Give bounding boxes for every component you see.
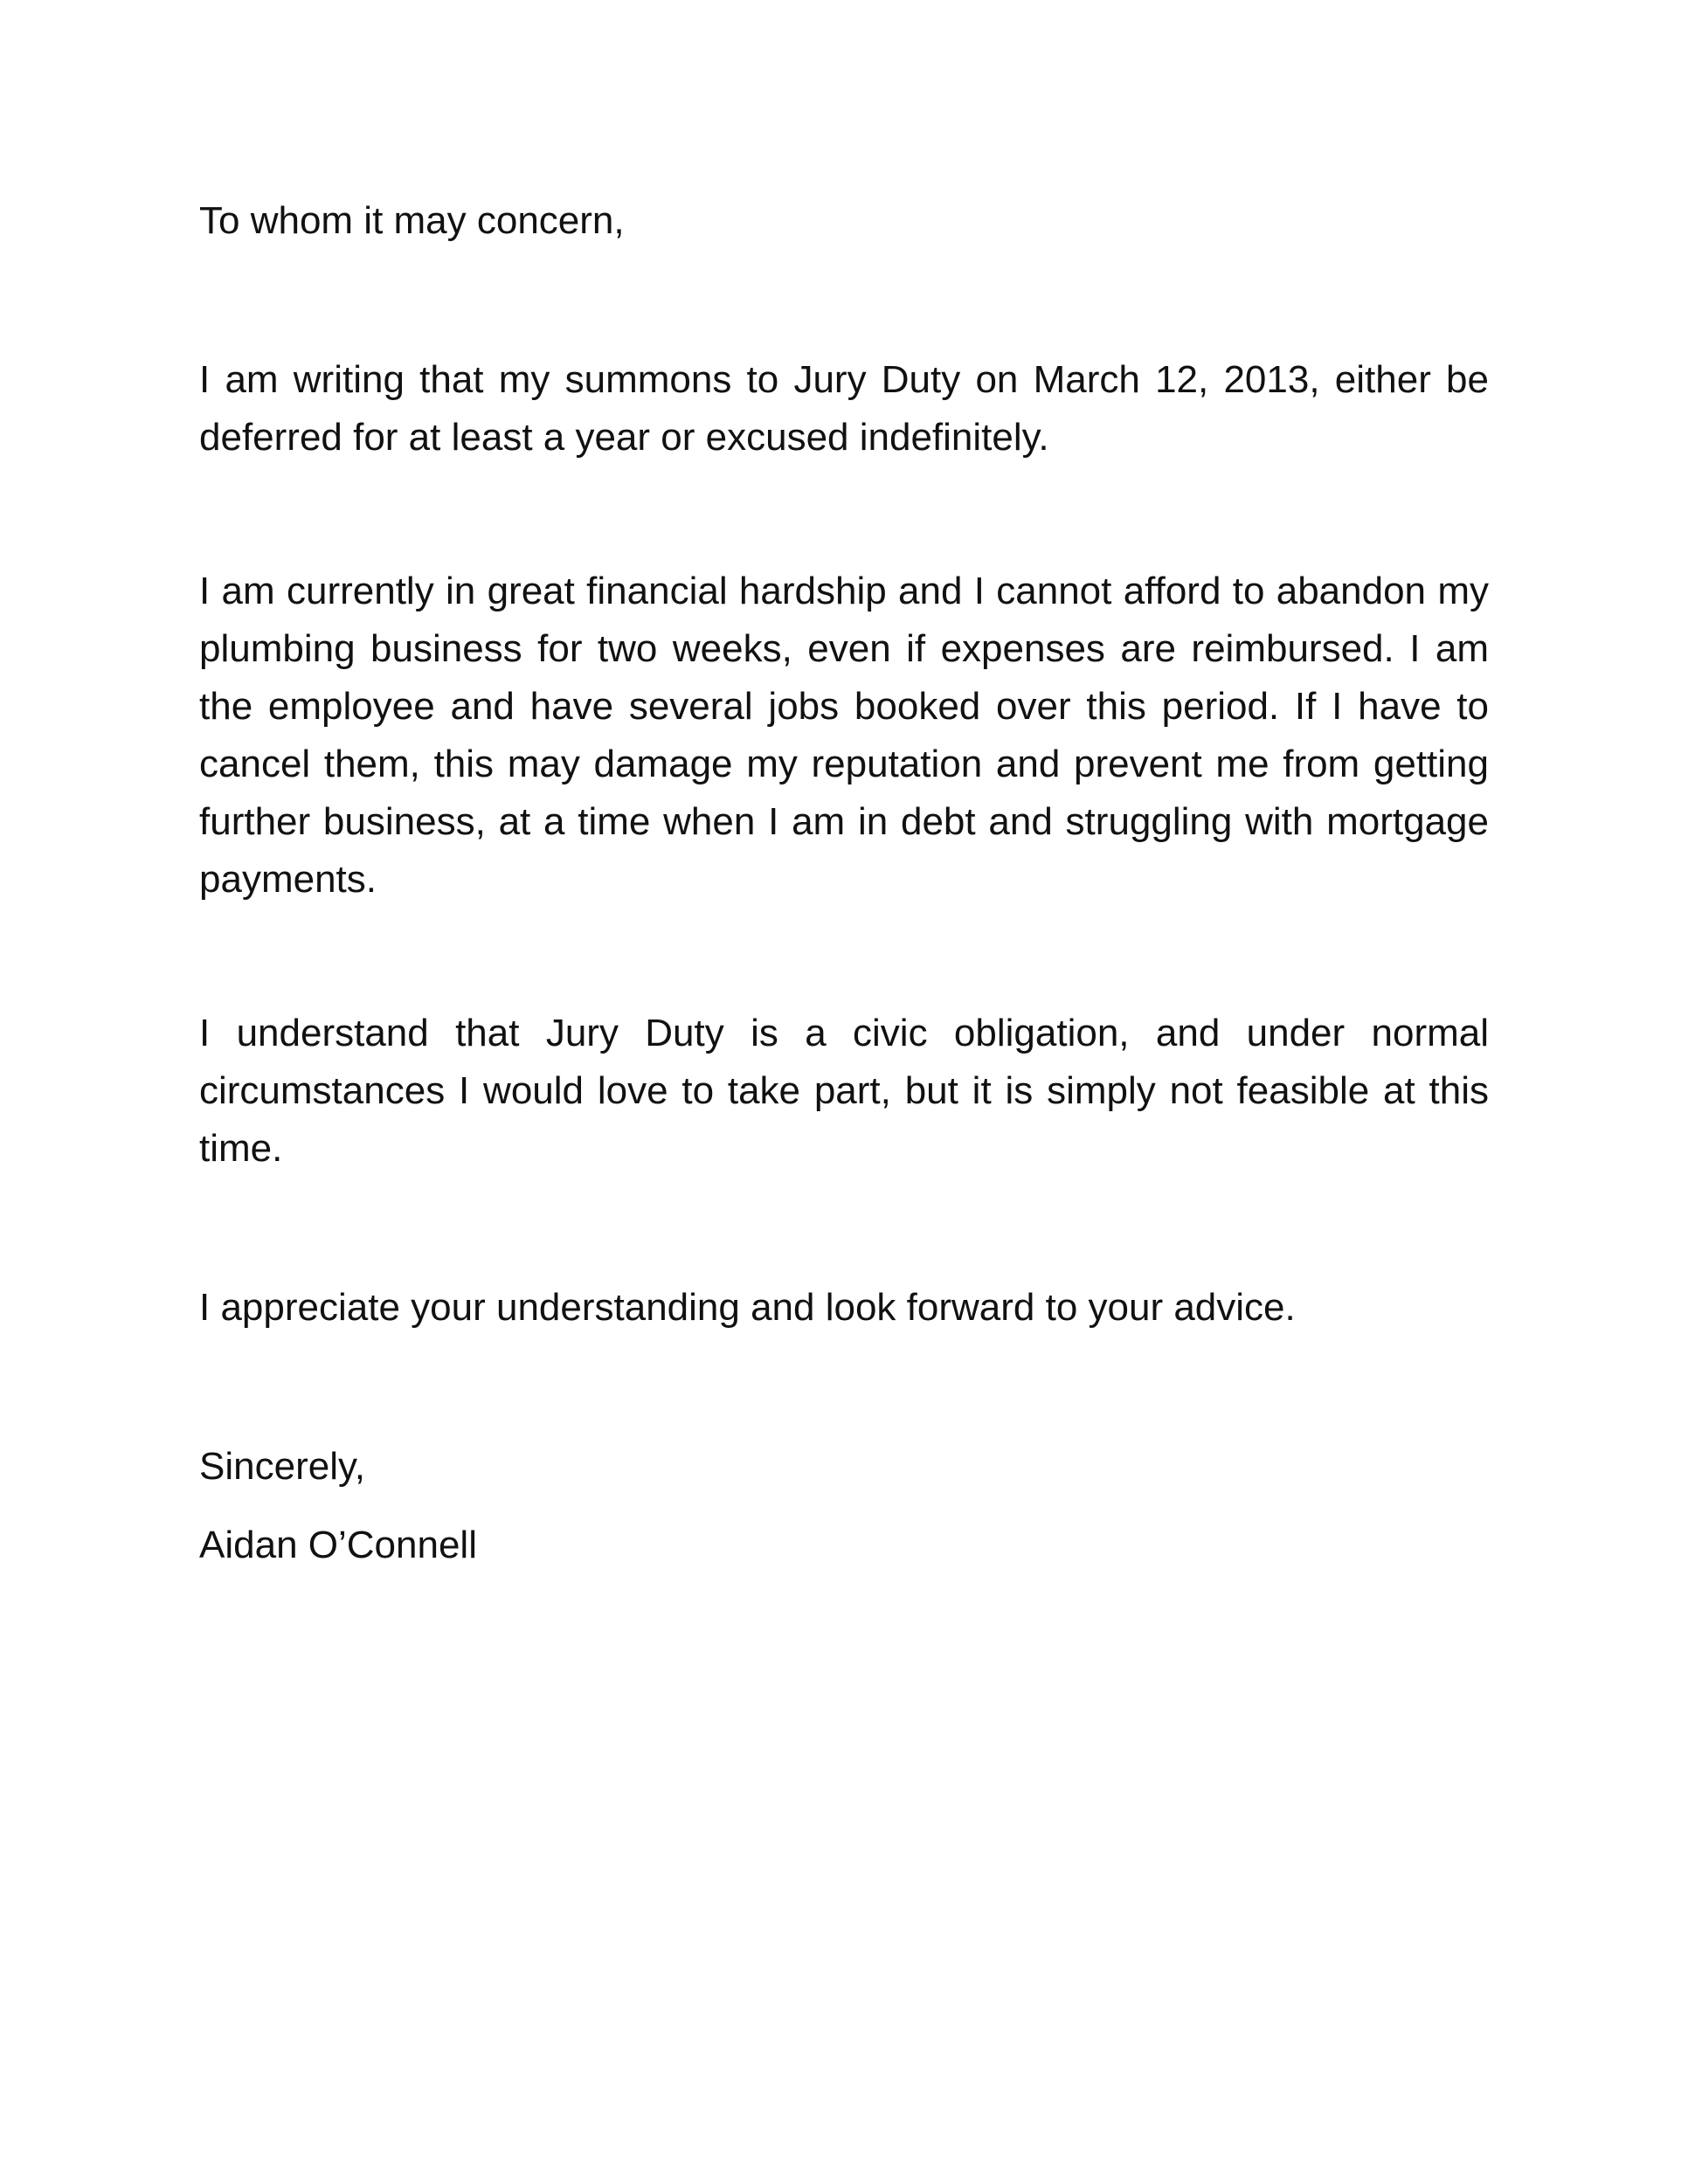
civic-obligation-paragraph: I understand that Jury Duty is a civic obligation, and under normal circumstances I would love to take part, but it is simply not feasible at this time. [199,1012,1489,1170]
hardship-paragraph: I am currently in great financial hardship and I cannot afford to abandon my plumbing business for two weeks, even if expenses are reimbursed. I am the employee and have several jobs booked over this period. If I have to cancel them, this may damage my reputation and prevent me from getting further business, at a time when I am in debt and struggling with mortgage payments. [199,570,1489,901]
request-paragraph: I am writing that my summons to Jury Duty on March 12, 2013, either be deferred for at least a year or excused indefinitely. [199,358,1489,459]
salutation: To whom it may concern, [199,199,625,242]
letter-body [199,192,1489,1574]
signature-name: Aidan O’Connell [199,1524,477,1566]
appreciation-paragraph: I appreciate your understanding and look forward to your advice. [199,1286,1296,1329]
closing: Sincerely, [199,1445,365,1488]
